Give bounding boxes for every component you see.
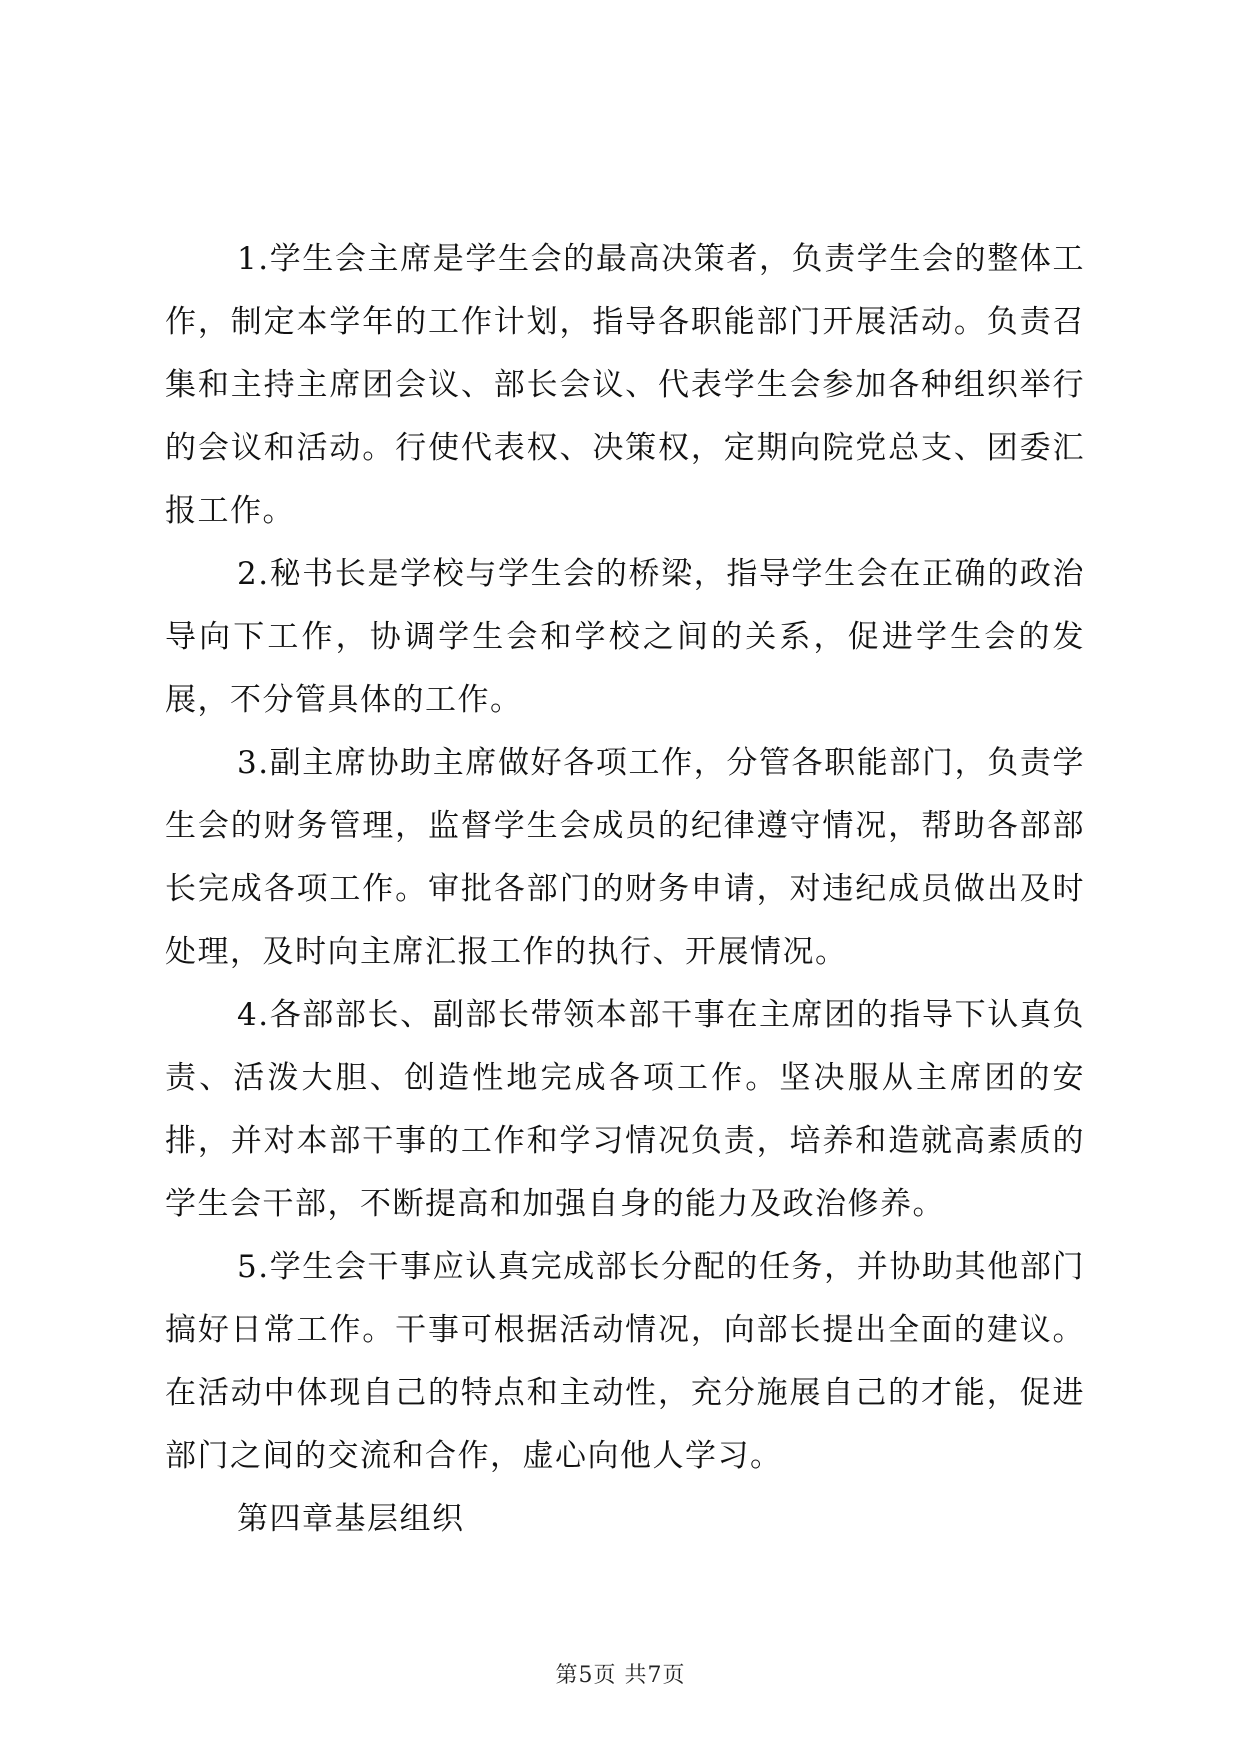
- paragraph-3: 3.副主席协助主席做好各项工作，分管各职能部门，负责学生会的财务管理，监督学生会成员的纪律遵守情况，帮助各部部长完成各项工作。审批各部门的财务申请，对违纪成员做出及时处理，及时向主席汇报工作的执行、开展情况。: [165, 745, 1085, 970]
- document-body: [165, 228, 1085, 1551]
- page-footer: 第5页 共7页: [555, 1663, 686, 1688]
- paragraph-5: 5.学生会干事应认真完成部长分配的任务，并协助其他部门搞好日常工作。干事可根据活动情况，向部长提出全面的建议。在活动中体现自己的特点和主动性，充分施展自己的才能，促进部门之间的交流和合作，虚心向他人学习。: [165, 1249, 1085, 1474]
- paragraph-1: 1.学生会主席是学生会的最高决策者，负责学生会的整体工作，制定本学年的工作计划，指导各职能部门开展活动。负责召集和主持主席团会议、部长会议、代表学生会参加各种组织举行的会议和活动。行使代表权、决策权，定期向院党总支、团委汇报工作。: [165, 241, 1085, 529]
- chapter-heading: 第四章基层组织: [237, 1501, 465, 1537]
- paragraph-4: 4.各部部长、副部长带领本部干事在主席团的指导下认真负责、活泼大胆、创造性地完成各项工作。坚决服从主席团的安排，并对本部干事的工作和学习情况负责，培养和造就高素质的学生会干部，不断提高和加强自身的能力及政治修养。: [165, 997, 1085, 1222]
- paragraph-2: 2.秘书长是学校与学生会的桥梁，指导学生会在正确的政治导向下工作，协调学生会和学校之间的关系，促进学生会的发展，不分管具体的工作。: [165, 556, 1085, 718]
